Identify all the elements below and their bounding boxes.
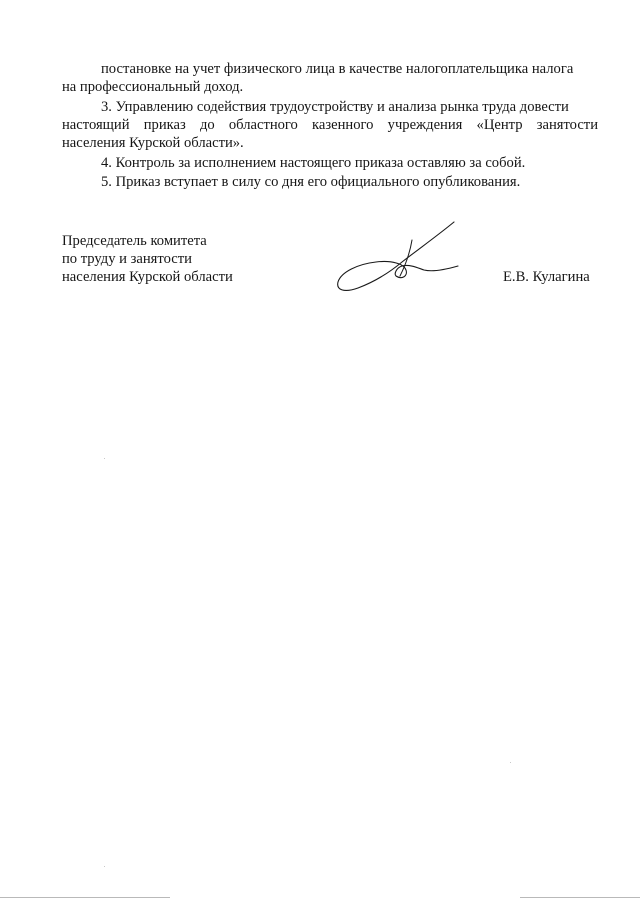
body-line-7: 5. Приказ вступает в силу со дня его официального опубликования. — [101, 174, 521, 190]
scan-edge-line — [0, 897, 170, 898]
signer-name: Е.В. Кулагина — [503, 269, 590, 285]
scan-speck — [104, 866, 105, 867]
scan-edge-line — [520, 897, 640, 898]
signer-position-line-2: по труду и занятости — [62, 251, 192, 267]
body-line-4: настоящий приказ до областного казенного учреждения «Центр занятости — [62, 117, 598, 133]
signer-position-line-3: населения Курской области — [62, 269, 233, 285]
body-line-2: на профессиональный доход. — [62, 79, 244, 95]
body-line-3: 3. Управлению содействия трудоустройству и анализа рынка труда довести — [101, 99, 569, 115]
body-line-1: постановке на учет физического лица в качестве налогоплательщика налога — [101, 61, 574, 77]
scan-speck — [510, 762, 511, 763]
body-line-6: 4. Контроль за исполнением настоящего приказа оставляю за собой. — [101, 155, 526, 171]
body-line-5: населения Курской области». — [62, 135, 244, 151]
scan-speck — [104, 458, 105, 459]
signer-position-line-1: Председатель комитета — [62, 233, 207, 249]
handwritten-signature — [332, 218, 462, 294]
